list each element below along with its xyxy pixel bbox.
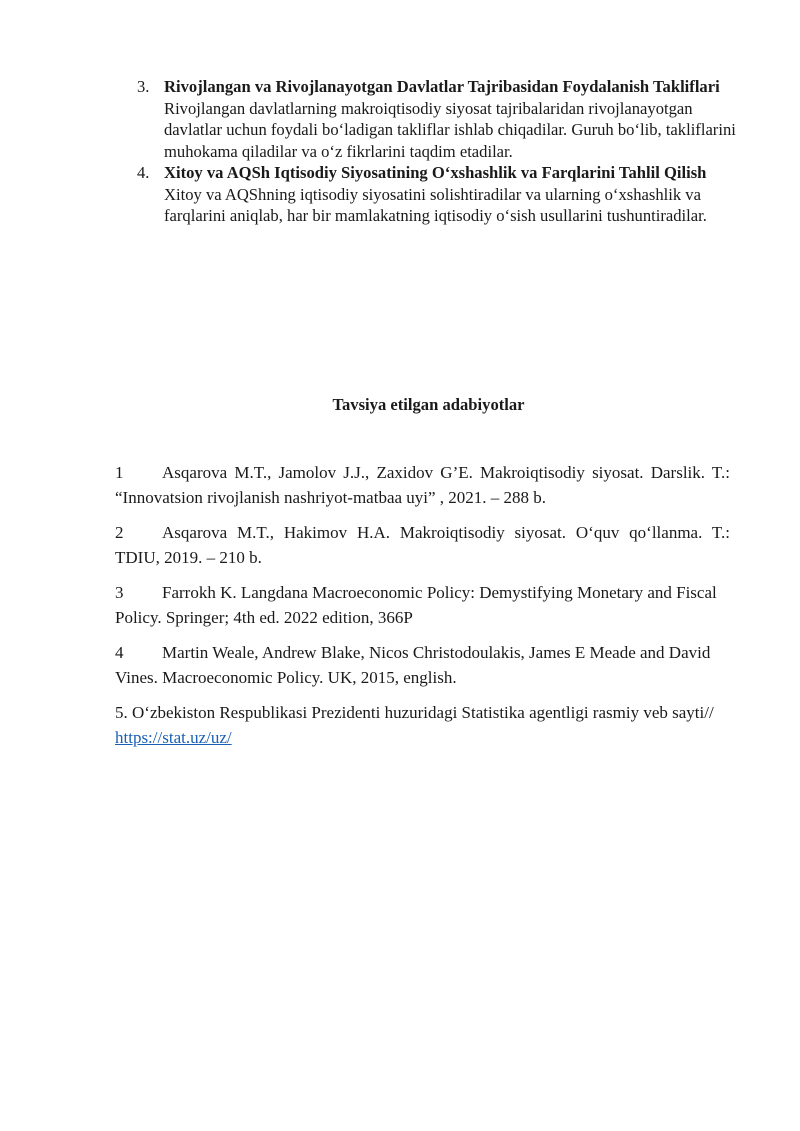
reference-text: Asqarova M.T., Jamolov J.J., Zaxidov G’E. Makroiqtisodiy siyosat. Darslik. T.: “Innovatsion rivojlanish nashriyot-matbaa uyi” , 2021. – 288 b. [115, 463, 730, 507]
reference-number: 2 [115, 523, 124, 542]
task-item-3 [137, 76, 737, 162]
stat-uz-link[interactable]: https://stat.uz/uz/ [115, 728, 232, 747]
reference-text: 5. O‘zbekiston Respublikasi Prezidenti huzuridagi Statistika agentligi rasmiy veb sayti// [115, 703, 714, 722]
task-description: Xitoy va AQShning iqtisodiy siyosatini solishtiradilar va ularning o‘xshashlik va farqlarini aniqlab, har bir mamlakatning iqtisodiy o‘sish usullarini tushuntiradilar. [164, 184, 707, 225]
references-heading: Tavsiya etilgan adabiyotlar [332, 395, 525, 414]
reference-item-5 [115, 700, 730, 750]
reference-item-3 [115, 580, 730, 630]
reference-number: 3 [115, 583, 124, 602]
reference-number: 1 [115, 463, 124, 482]
task-number: 4. [137, 163, 150, 182]
task-item-4 [137, 162, 737, 227]
references-list [115, 460, 730, 760]
task-description: Rivojlangan davlatlarning makroiqtisodiy siyosat tajribalaridan rivojlanayotgan davlatlar uchun foydali bo‘ladigan takliflar ishlab chiqadilar. Guruh bo‘lib, takliflarini muhokama qiladilar va o‘z fikrlarini taqdim etadilar. [164, 98, 736, 161]
task-list [137, 76, 737, 227]
task-title: Xitoy va AQSh Iqtisodiy Siyosatining O‘xshashlik va Farqlarini Tahlil Qilish [164, 163, 707, 182]
task-title: Rivojlangan va Rivojlanayotgan Davlatlar Tajribasidan Foydalanish Takliflari [164, 77, 720, 96]
reference-number: 4 [115, 643, 124, 662]
task-number: 3. [137, 77, 150, 96]
reference-item-2 [115, 520, 730, 570]
reference-item-1 [115, 460, 730, 510]
reference-item-4 [115, 640, 730, 690]
reference-text: Farrokh K. Langdana Macroeconomic Policy: Demystifying Monetary and Fiscal Policy. Springer; 4th ed. 2022 edition, 366P [115, 583, 717, 627]
reference-text: Asqarova M.T., Hakimov H.A. Makroiqtisodiy siyosat. O‘quv qo‘llanma. T.: TDIU, 2019. – 210 b. [115, 523, 730, 567]
reference-text: Martin Weale, Andrew Blake, Nicos Christodoulakis, James E Meade and David Vines. Macroeconomic Policy. UK, 2015, english. [115, 643, 711, 687]
